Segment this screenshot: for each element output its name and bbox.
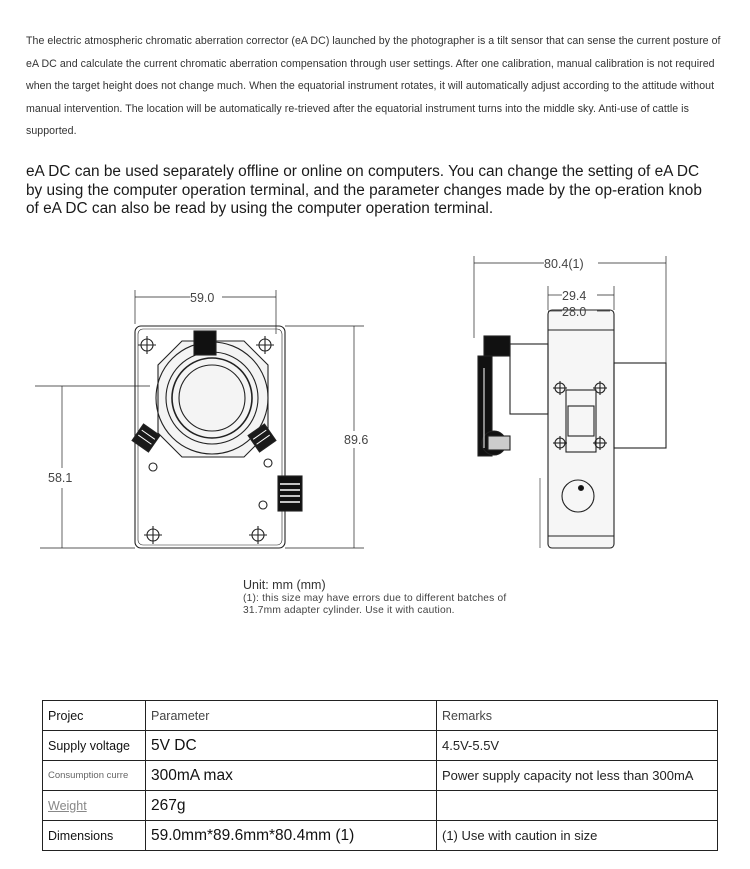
table-row [43,761,718,791]
drawing-notes [243,578,543,616]
dim-height-label: 89.6 [344,433,369,447]
row-label: Consumption curre [43,761,146,791]
row-remark [437,791,718,821]
row-label: Supply voltage [43,731,146,761]
table-row [43,731,718,761]
dim-b-label: 28.0 [562,305,587,319]
dimension-drawing [0,238,750,598]
dim-width-label: 59.0 [190,291,215,305]
front-view [132,326,302,548]
table-row [43,791,718,821]
dim-depth-label: 80.4(1) [544,257,584,271]
table-row [43,821,718,851]
dim-a-label: 29.4 [562,289,587,303]
row-label: Dimensions [43,821,146,851]
header-project: Projec [43,701,146,731]
row-value: 267g [146,791,437,821]
row-value: 300mA max [146,761,437,791]
row-remark: 4.5V-5.5V [437,731,718,761]
header-remarks: Remarks [437,701,718,731]
dim-center-label: 58.1 [48,471,73,485]
intro-paragraph: The electric atmospheric chromatic aberration corrector (eA DC) launched by the photographer is a tilt sensor that can sense the current posture of eA DC and calculate the current chromatic aberration compensation through user settings. After one calibration, manual calibration is not required when the target height does not change much. When the equatorial instrument rotates, it will automatically adjust according to the attitude without manual intervention. The location will be automatically re-trieved after the equatorial instrument turns into the middle sky. Anti-use of cattle is supported. [26,35,721,137]
unit-note: Unit: mm (mm) [243,578,326,592]
spec-table [42,700,718,851]
side-view [478,310,666,548]
header-parameter: Parameter [146,701,437,731]
row-remark: Power supply capacity not less than 300mA [437,761,718,791]
usage-paragraph: eA DC can be used separately offline or online on computers. You can change the setting of eA DC by using the computer operation terminal, and the parameter changes made by the op-eration knob of eA DC can also be read by using the computer operation terminal. [26,163,702,217]
row-remark: (1) Use with caution in size [437,821,718,851]
table-header-row [43,701,718,731]
row-value: 59.0mm*89.6mm*80.4mm (1) [146,821,437,851]
row-value: 5V DC [146,731,437,761]
row-label: Weight [43,791,146,821]
caution-note: (1): this size may have errors due to different batches of 31.7mm adapter cylinder. Use it with caution. [243,593,507,616]
